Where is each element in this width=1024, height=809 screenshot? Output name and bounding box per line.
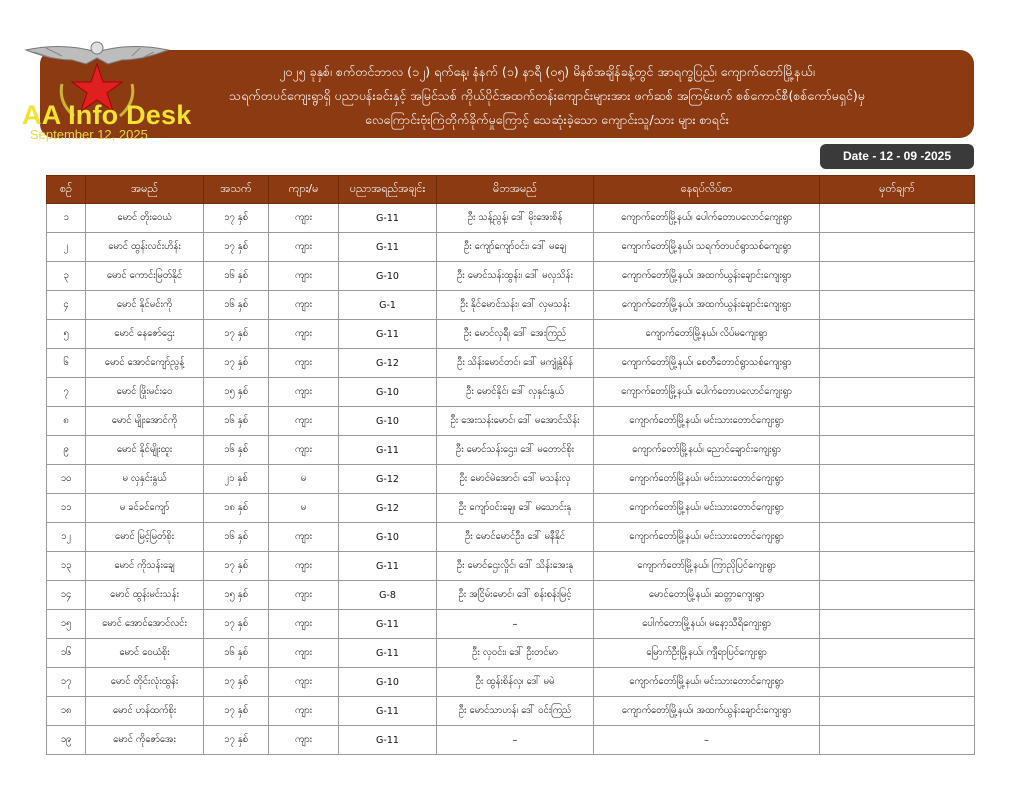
cell-name: မောင် ဖြိုးမင်းဝေ [86,378,204,407]
cell-address: – [594,726,820,755]
table-row [47,436,975,465]
cell-name: မောင် နိုင်မျိုးထူး [86,436,204,465]
cell-age: ၁၈ နှစ် [204,494,269,523]
cell-age: ၁၇ နှစ် [204,610,269,639]
cell-no: ၁၂ [47,523,86,552]
cell-name: မောင် ထွန်းလင်းဟိန်း [86,233,204,262]
cell-parents: ဦး လှဝင်း၊ ဒေါ် ဦးတင်မာ [437,639,594,668]
cell-parents: ဦး မောင်နိုင်၊ ဒေါ် လှနှင်းနွယ် [437,378,594,407]
cell-address: ကျောက်တော်မြို့နယ်၊ မင်းသားတောင်ကျေးရွာ [594,668,820,697]
date-box: Date - 12 - 09 -2025 [820,144,974,169]
table-row [47,581,975,610]
column-header-remark: မှတ်ချက် [820,176,975,204]
table-row [47,610,975,639]
cell-name: မောင် ဟန်ထက်စိုး [86,697,204,726]
table-row [47,204,975,233]
cell-gender: ကျား [269,552,339,581]
cell-name: မောင် မြင့်မြတ်စိုး [86,523,204,552]
cell-parents: ဦး မောင်မဲအောင်၊ ဒေါ် မသန်းလှ [437,465,594,494]
cell-no: ၁၃ [47,552,86,581]
column-header-name: အမည် [86,176,204,204]
cell-no: ၆ [47,349,86,378]
cell-parents: – [437,726,594,755]
cell-age: ၂၁ နှစ် [204,465,269,494]
table-row [47,233,975,262]
cell-address: ကျောက်တော်မြို့နယ်၊ သရက်တပင်ရွာသစ်ကျေးရွာ [594,233,820,262]
cell-remark [820,204,975,233]
cell-grade: G-10 [339,262,437,291]
cell-remark [820,465,975,494]
table-row [47,494,975,523]
cell-remark [820,523,975,552]
cell-remark [820,349,975,378]
cell-gender: မ [269,494,339,523]
cell-parents: ဦး ကျော်ကျော်ဝင်း၊ ဒေါ် မချေ [437,233,594,262]
cell-gender: မ [269,465,339,494]
cell-gender: ကျား [269,204,339,233]
cell-name: မ ခင်ခင်ကျော် [86,494,204,523]
table-header-row [47,176,975,204]
cell-grade: G-11 [339,697,437,726]
cell-no: ၁၀ [47,465,86,494]
cell-gender: ကျား [269,523,339,552]
cell-no: ၁၅ [47,610,86,639]
cell-no: ၁၄ [47,581,86,610]
cell-parents: ဦး သိန်းမောင်တင်၊ ဒေါ် မကျုံနွဲစိန် [437,349,594,378]
cell-gender: ကျား [269,407,339,436]
table-body [47,204,975,755]
cell-name: မောင် အောင်ကျော်ညွန့် [86,349,204,378]
cell-gender: ကျား [269,697,339,726]
cell-grade: G-10 [339,668,437,697]
cell-name: မောင် ကိုဇော်အေး [86,726,204,755]
cell-no: ၁၉ [47,726,86,755]
cell-parents: – [437,610,594,639]
cell-address: ကျောက်တော်မြို့နယ်၊ ပေါက်တောပလောင်ကျေးရွာ [594,378,820,407]
cell-remark [820,697,975,726]
header-line-3: လေကြောင်းဗုံးကြဲတိုက်ခိုက်မှုကြောင့် သေဆုံးခဲ့သော ကျောင်းသူ/သား များ စာရင်း [365,112,729,127]
cell-grade: G-11 [339,610,437,639]
cell-no: ၂ [47,233,86,262]
table-row [47,697,975,726]
cell-remark [820,378,975,407]
cell-grade: G-1 [339,291,437,320]
cell-grade: G-11 [339,204,437,233]
cell-age: ၁၆ နှစ် [204,291,269,320]
cell-name: မောင် ကောင်းမြတ်နိုင် [86,262,204,291]
cell-gender: ကျား [269,320,339,349]
cell-no: ၅ [47,320,86,349]
cell-no: ၁၁ [47,494,86,523]
cell-grade: G-11 [339,320,437,349]
table-row [47,639,975,668]
column-header-gender: ကျား/မ [269,176,339,204]
header-line-1: ၂၀၂၅ ခုနှစ်၊ စက်တင်ဘာလ (၁၂) ရက်နေ့၊ နံနက် (၁) နာရီ (၀၅) မိနစ်အချိန်ခန့်တွင် အာရက္ခပြည်၊ ကျောက်တော်မြို့နယ်၊ [279,64,815,79]
cell-no: ၉ [47,436,86,465]
header-line-2: သရက်တပင်ကျေးရွာရှိ ပညာပန်းခင်းနှင့် အမြင်သစ် ကိုယ်ပိုင်အထက်တန်းကျောင်းများအား ဖက်ဆစ် အကြမ်းဖက် စစ်ကောင်စီ(စစ်ကော်မရှင်)မှ [229,88,865,103]
cell-grade: G-11 [339,436,437,465]
cell-address: ကျောက်တော်မြို့နယ်၊ ကြာညိုပြင်ကျေးရွာ [594,552,820,581]
cell-grade: G-10 [339,523,437,552]
cell-remark [820,552,975,581]
cell-remark [820,494,975,523]
cell-age: ၁၆ နှစ် [204,262,269,291]
cell-address: ကျောက်တော်မြို့နယ်၊ လိပ်မကျေးရွာ [594,320,820,349]
cell-name: မ လှနှင်းနွယ် [86,465,204,494]
cell-name: မောင် တိုင်းလုံးထွန်း [86,668,204,697]
column-header-address: နေရပ်လိပ်စာ [594,176,820,204]
column-header-grade: ပညာအရည်အချင်း [339,176,437,204]
cell-address: ကျောက်တော်မြို့နယ်၊ အထက်ယွန်းချောင်းကျေးရွာ [594,291,820,320]
cell-grade: G-8 [339,581,437,610]
cell-gender: ကျား [269,349,339,378]
cell-address: မောင်တောမြို့နယ်၊ ဆတ္တာကျေးရွာ [594,581,820,610]
cell-grade: G-12 [339,465,437,494]
cell-parents: ဦး မောင်သန်းထွန်း၊ ဒေါ် မလှသိန်း [437,262,594,291]
cell-parents: ဦး မောင်မောင်ဦး၊ ဒေါ် မနီနိုင် [437,523,594,552]
cell-remark [820,320,975,349]
cell-address: ကျောက်တော်မြို့နယ်၊ မင်းသားတောင်ကျေးရွာ [594,523,820,552]
cell-address: ပေါက်တောမြို့နယ်၊ မနော့သီရိကျေးရွာ [594,610,820,639]
table-row [47,378,975,407]
table-row [47,726,975,755]
cell-address: ကျောက်တော်မြို့နယ်၊ မင်းသားတောင်ကျေးရွာ [594,465,820,494]
cell-gender: ကျား [269,668,339,697]
cell-remark [820,639,975,668]
table-row [47,349,975,378]
cell-address: ကျောက်တော်မြို့နယ်၊ ညောင်ချောင်းကျေးရွာ [594,436,820,465]
cell-remark [820,726,975,755]
column-header-no: စဉ် [47,176,86,204]
cell-parents: ဦး အငြိမ်းမောင်၊ ဒေါ် စန်းစန်းမြင့် [437,581,594,610]
cell-grade: G-12 [339,494,437,523]
table-row [47,262,975,291]
table-row [47,523,975,552]
cell-age: ၁၇ နှစ် [204,668,269,697]
cell-grade: G-10 [339,378,437,407]
cell-remark [820,291,975,320]
cell-no: ၇ [47,378,86,407]
table-row [47,407,975,436]
cell-address: ကျောက်တော်မြို့နယ်၊ မင်းသားတောင်ကျေးရွာ [594,494,820,523]
brand-date: September 12, 2025 [30,127,148,142]
cell-grade: G-11 [339,552,437,581]
cell-grade: G-11 [339,233,437,262]
table-row [47,291,975,320]
cell-age: ၁၇ နှစ် [204,726,269,755]
cell-no: ၁ [47,204,86,233]
cell-parents: ဦး နိုင်မောင်သန်း၊ ဒေါ် လှမသန်း [437,291,594,320]
table-row [47,552,975,581]
cell-remark [820,581,975,610]
cell-gender: ကျား [269,291,339,320]
column-header-age: အသက် [204,176,269,204]
cell-name: မောင် နေဇော်ဌေး [86,320,204,349]
cell-grade: G-11 [339,639,437,668]
cell-parents: ဦး မောင်သာဟန်၊ ဒေါ် ဝင်းကြည် [437,697,594,726]
cell-age: ၁၅ နှစ် [204,581,269,610]
cell-age: ၁၇ နှစ် [204,320,269,349]
cell-grade: G-12 [339,349,437,378]
cell-name: မောင် တိုးဝေယံ [86,204,204,233]
cell-grade: G-10 [339,407,437,436]
cell-parents: ဦး မောင်လှရီ၊ ဒေါ် အေးကြည် [437,320,594,349]
cell-age: ၁၇ နှစ် [204,204,269,233]
cell-name: မောင် ထွန်းမင်းသန်း [86,581,204,610]
cell-no: ၈ [47,407,86,436]
cell-remark [820,610,975,639]
cell-parents: ဦး ထွန်းစိန်လှ၊ ဒေါ် မမဲ [437,668,594,697]
cell-gender: ကျား [269,262,339,291]
cell-remark [820,233,975,262]
cell-address: ကျောက်တော်မြို့နယ်၊ ပေါက်တောပလောင်ကျေးရွာ [594,204,820,233]
cell-address: ကျောက်တော်မြို့နယ်၊ မင်းသားတောင်ကျေးရွာ [594,407,820,436]
cell-age: ၁၆ နှစ် [204,436,269,465]
table-row [47,320,975,349]
cell-age: ၁၅ နှစ် [204,378,269,407]
cell-gender: ကျား [269,726,339,755]
cell-remark [820,407,975,436]
cell-address: ကျောက်တော်မြို့နယ်၊ အထက်ယွန်းချောင်းကျေးရွာ [594,697,820,726]
cell-no: ၁၈ [47,697,86,726]
cell-gender: ကျား [269,610,339,639]
cell-gender: ကျား [269,233,339,262]
cell-gender: ကျား [269,436,339,465]
cell-parents: ဦး မောင်သန်းဌေး၊ ဒေါ် မတောင်စိုး [437,436,594,465]
cell-name: မောင် မျိုးအောင်ကို [86,407,204,436]
cell-name: မောင် အောင်အောင်လင်း [86,610,204,639]
students-table [46,175,975,755]
cell-name: မောင် ဝေယံစိုး [86,639,204,668]
cell-no: ၁၆ [47,639,86,668]
cell-age: ၁၆ နှစ် [204,407,269,436]
cell-gender: ကျား [269,639,339,668]
column-header-parents: မိဘအမည် [437,176,594,204]
cell-gender: ကျား [269,378,339,407]
cell-address: မြောက်ဦးမြို့နယ်၊ ကျီရာပြင်ကျေးရွာ [594,639,820,668]
cell-no: ၄ [47,291,86,320]
cell-gender: ကျား [269,581,339,610]
cell-remark [820,436,975,465]
cell-grade: G-11 [339,726,437,755]
cell-address: ကျောက်တော်မြို့နယ်၊ အထက်ယွန်းချောင်းကျေးရွာ [594,262,820,291]
cell-remark [820,262,975,291]
table-row [47,465,975,494]
brand-name: AA Info Desk [22,100,192,130]
cell-parents: ဦး ကျော်ဝင်းချေ၊ ဒေါ် မသောင်းနု [437,494,594,523]
cell-age: ၁၆ နှစ် [204,523,269,552]
cell-name: မောင် ကိုသန်းချေ [86,552,204,581]
cell-age: ၁၆ နှစ် [204,639,269,668]
cell-age: ၁၇ နှစ် [204,697,269,726]
cell-remark [820,668,975,697]
cell-name: မောင် နိုင်မင်းကို [86,291,204,320]
table-row [47,668,975,697]
cell-parents: ဦး မောင်ဌေးလှိုင်၊ ဒေါ် သိန်းအေးနု [437,552,594,581]
cell-no: ၃ [47,262,86,291]
cell-age: ၁၇ နှစ် [204,552,269,581]
cell-parents: ဦး အေးသန်းမောင်၊ ဒေါ် မအောင်သိန်း [437,407,594,436]
cell-age: ၁၇ နှစ် [204,233,269,262]
cell-no: ၁၇ [47,668,86,697]
cell-parents: ဦး သန့်ညွန့်၊ ဒေါ် မိုးအေးစိန် [437,204,594,233]
cell-address: ကျောက်တော်မြို့နယ်၊ စေတီတောင်ရွာသစ်ကျေးရွာ [594,349,820,378]
cell-age: ၁၇ နှစ် [204,349,269,378]
